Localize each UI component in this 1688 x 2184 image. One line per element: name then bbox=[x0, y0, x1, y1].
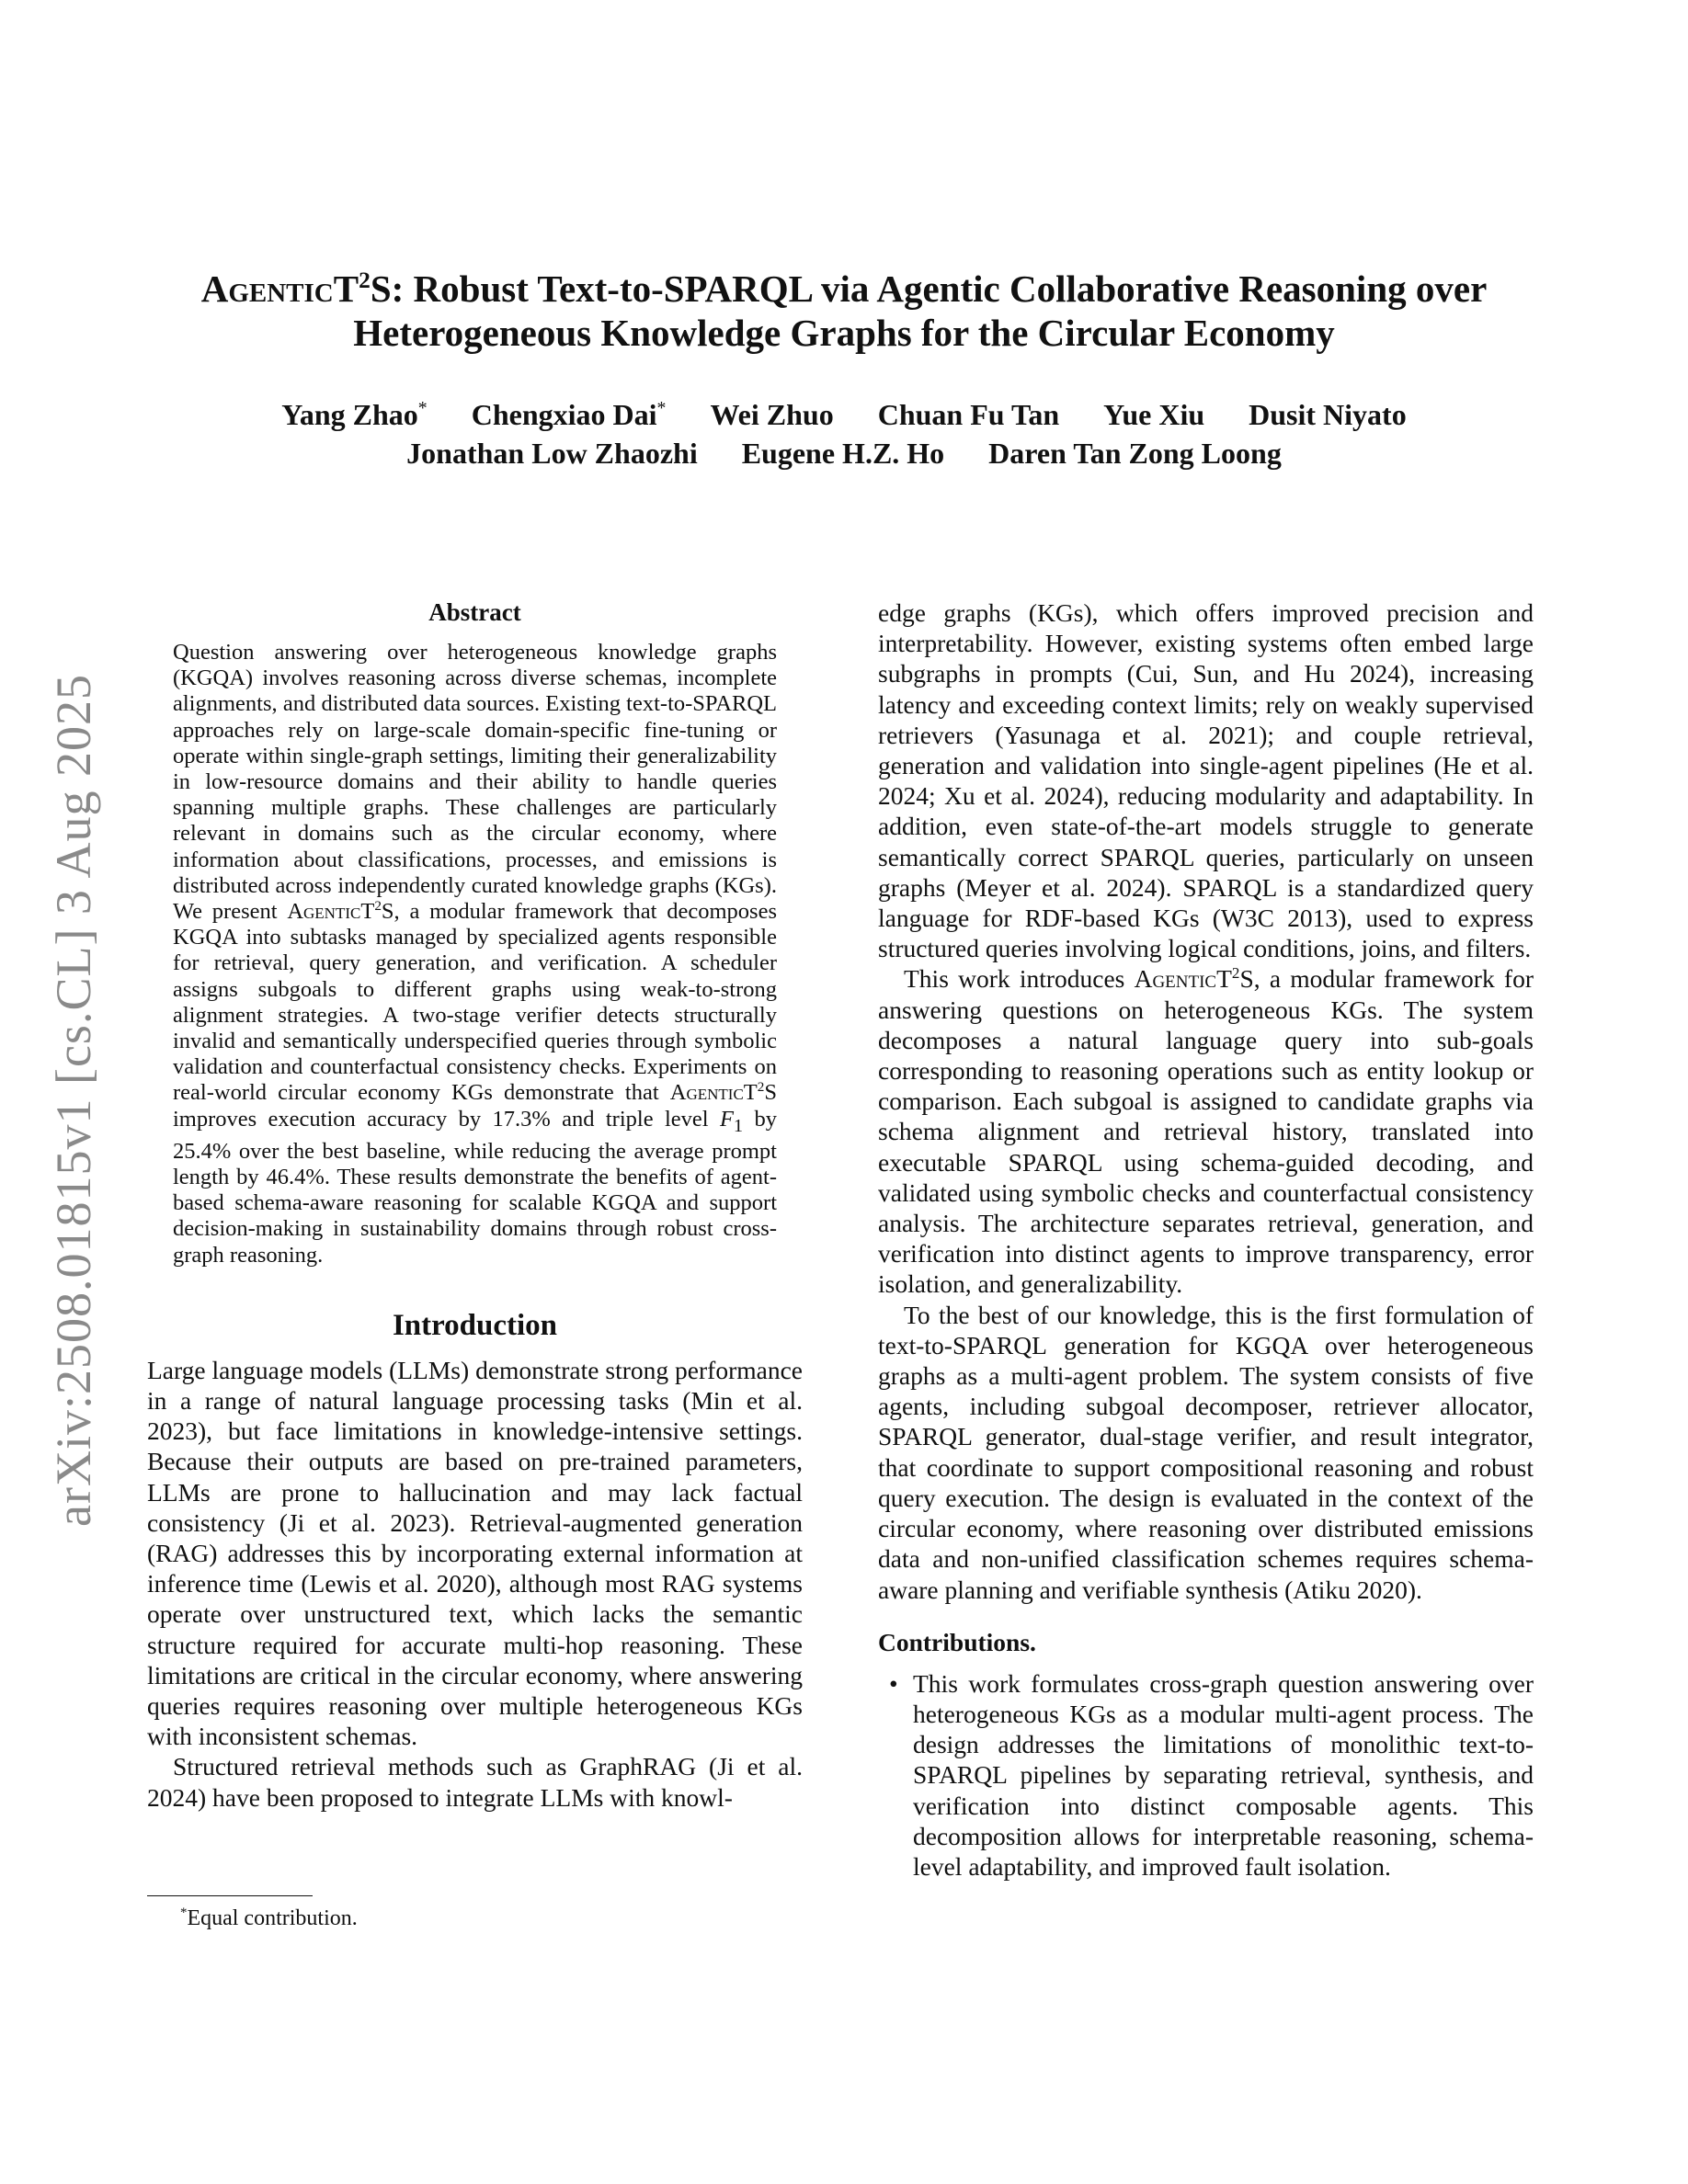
author: Eugene H.Z. Ho bbox=[741, 437, 945, 470]
author: Wei Zhuo bbox=[710, 398, 834, 431]
contributions-heading: Contributions. bbox=[878, 1627, 1036, 1656]
author: Jonathan Low Zhaozhi bbox=[406, 437, 698, 470]
title-system-name-t: T bbox=[333, 267, 359, 310]
title-line-2: Heterogeneous Knowledge Graphs for the Circular Economy bbox=[353, 312, 1335, 354]
author: Daren Tan Zong Loong bbox=[988, 437, 1282, 470]
author-list bbox=[129, 395, 1559, 472]
abstract-heading: Abstract bbox=[428, 598, 521, 626]
title-system-name-sup: 2 bbox=[359, 267, 371, 293]
author: Yue Xiu bbox=[1103, 398, 1205, 431]
author: Yang Zhao* bbox=[281, 398, 428, 431]
right-column bbox=[878, 597, 1534, 1882]
author: Dusit Niyato bbox=[1249, 398, 1407, 431]
title-line-1 bbox=[129, 267, 1559, 311]
intro-paragraph-3: This work introduces AgenticT$^2$S, a modular framework for answering questions on heterogeneous KGs. The system decomposes a natural language query into sub-goals corresponding to reasoning operations such as entity lookup or comparison. Each subgoal is assigned to candidate graphs via schema alignment and retrieval history, translated into executable SPARQL using schema-guided decoding, and validated using symbolic checks and counterfactual consistency analysis. The architecture separates retrieval, generation, and verification into distinct agents to improve transparency, error isolation, and generalizability. bbox=[878, 964, 1534, 1299]
title-system-name-prefix: Agentic bbox=[200, 267, 334, 310]
title-line-1-rest: : Robust Text-to-SPARQL via Agentic Collaborative Reasoning over bbox=[391, 267, 1488, 310]
intro-paragraph-4: To the best of our knowledge, this is the first formulation of text-to-SPARQL generation for KGQA over heterogeneous graphs as a multi-agent problem. The system consists of five agents, including subgoal decomposer, retriever allocator, SPARQL generator, dual-stage verifier, and result integrator, that coordinate to support compositional reasoning and robust query execution. The design is evaluated in the context of the circular economy, where reasoning over distributed emissions data and non-unified classification schemes requires schema-aware planning and verifiable synthesis (Atiku 2020). bbox=[878, 1300, 1534, 1604]
author: Chuan Fu Tan bbox=[877, 398, 1060, 431]
left-column bbox=[147, 597, 803, 1813]
arxiv-stamp: arXiv:2508.01815v1 [cs.CL] 3 Aug 2025 bbox=[46, 674, 101, 1527]
footnote: *Equal contribution. bbox=[180, 1905, 358, 1930]
abstract-text: Question answering over heterogeneous knowledge graphs (KGQA) involves reasoning across diverse schemas, incomplete alignments, and distributed data sources. Existing text-to-SPARQL approaches rely on large-scale domain-specific fine-tuning or operate within single-graph settings, limiting their generalizability in low-resource domains and their ability to handle queries spanning multiple graphs. These challenges are particularly relevant in domains such as the circular economy, where information about classifications, processes, and emissions is distributed across independently curated knowledge graphs (KGs). We present AgenticT$^2$S, a modular framework that decomposes KGQA into subtasks managed by specialized agents responsible for retrieval, query generation, and verification. A scheduler assigns subgoals to different graphs using weak-to-strong alignment strategies. A two-stage verifier detects structurally invalid and semantically underspecified queries through symbolic validation and counterfactual consistency checks. Experiments on real-world circular economy KGs demonstrate that AgenticT$^2$S improves execution accuracy by 17.3% and triple level $F_1$ by 25.4% over the best baseline, while reducing the average prompt length by 46.4%. These results demonstrate the benefits of agent-based schema-aware reasoning for scalable KGQA and support decision-making in sustainability domains through robust cross-graph reasoning. bbox=[173, 640, 777, 1268]
paper-title bbox=[129, 267, 1559, 355]
intro-paragraph-1: Large language models (LLMs) demonstrate strong performance in a range of natural language processing tasks (Min et al. 2023), but face limitations in knowledge-intensive settings. Because their outputs are based on pre-trained parameters, LLMs are prone to hallucination and may lack factual consistency (Ji et al. 2023). Retrieval-augmented generation (RAG) addresses this by incorporating external information at inference time (Lewis et al. 2020), although most RAG systems operate over unstructured text, which lacks the semantic structure required for accurate multi-hop reasoning. These limitations are critical in the circular economy, where answering queries requires reasoning over multiple heterogeneous KGs with inconsistent schemas. bbox=[147, 1355, 803, 1751]
author-row-1 bbox=[129, 395, 1559, 434]
intro-paragraph-2-continued: edge graphs (KGs), which offers improved precision and interpretability. However, existing systems often embed large subgraphs in prompts (Cui, Sun, and Hu 2024), increasing latency and exceeding context limits; rely on weakly supervised retrievers (Yasunaga et al. 2021); and couple retrieval, generation and validation into single-agent pipelines (He et al. 2024; Xu et al. 2024), reducing modularity and adaptability. In addition, even state-of-the-art models struggle to generate semantically correct SPARQL queries, particularly on unseen graphs (Meyer et al. 2024). SPARQL is a standardized query language for RDF-based KGs (W3C 2013), used to express structured queries involving logical conditions, joins, and filters. bbox=[878, 598, 1534, 963]
bullet-dot-icon: • bbox=[889, 1668, 898, 1698]
author-row-2 bbox=[129, 434, 1559, 472]
footnote-rule bbox=[147, 1895, 313, 1896]
title-system-name-s: S bbox=[370, 267, 392, 310]
intro-paragraph-2-start: Structured retrieval methods such as GraphRAG (Ji et al. 2024) have been proposed to integrate LLMs with knowl- bbox=[147, 1752, 803, 1812]
introduction-heading: Introduction bbox=[392, 1308, 558, 1342]
contribution-bullet: • This work formulates cross-graph question answering over heterogeneous KGs as a modular multi-agent process. The design addresses the limitations of monolithic text-to-SPARQL pipelines by separating retrieval, synthesis, and verification into distinct composable agents. This decomposition allows for interpretable reasoning, schema-level adaptability, and improved fault isolation. bbox=[889, 1668, 1534, 1881]
author: Chengxiao Dai* bbox=[471, 398, 667, 431]
